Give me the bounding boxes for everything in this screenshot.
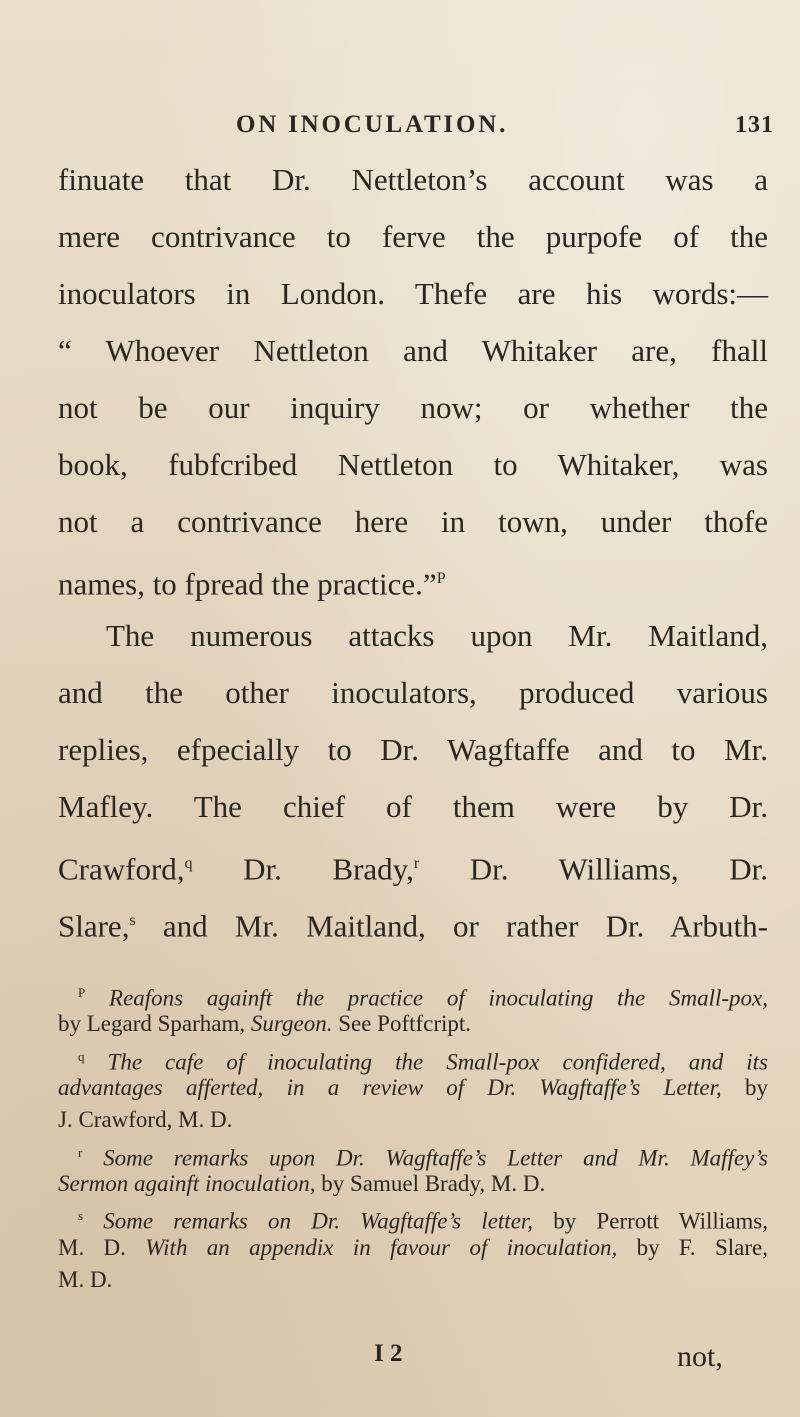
footnote-author: by Samuel Brady, M. D. [321,1171,546,1196]
footnote-p [78,979,768,1012]
footnote-reference: s [129,912,136,929]
footnote-p-cont [58,1010,768,1037]
footnote-q-cont [58,1074,768,1101]
footnote-author: by [745,1075,768,1100]
footnote-mark: s [78,1208,84,1223]
catchword: not, [677,1340,723,1373]
text-line: replies, efpecially to Dr. Wagftaffe and to Mr. [58,732,768,767]
text-line: not a contrivance here in town, under thofe [58,504,768,539]
footnote-title-cont: advantages afferted, in a review of Dr. Wagftaffe’s Letter, [58,1075,722,1100]
footnote-title: Some remarks upon Dr. Wagftaffe’s Letter and Mr. Maffey’s [103,1145,769,1171]
text-segment: Slare, [58,908,130,944]
printer-signature: I 2 [374,1340,403,1367]
footnote-reference: q [184,855,193,872]
footnote-q [78,1043,768,1076]
text-line: not be our inquiry now; or whether the [58,390,768,425]
footnote-mark: r [78,1145,83,1160]
footnote-title-cont: With an appendix in favour of inoculation, [145,1235,618,1260]
footnote-s-degree: M. D. [58,1267,113,1292]
footnote-mark: P [78,985,86,1000]
paragraph-start: The numerous attacks upon Mr. Maitland, [106,618,768,653]
text-segment: Dr. Brady, [192,851,414,887]
footnote-title: Some remarks on Dr. Wagftaffe’s letter, [103,1208,534,1234]
footnote-reference: r [413,855,420,872]
footnote-reference: P [436,570,446,587]
text-segment: Crawford, [58,851,185,887]
running-title: ON INOCULATION. [236,111,509,138]
footnote-degree: M. D. [58,1235,126,1260]
footnote-title-cont: Sermon againft inoculation, [58,1171,316,1196]
text-segment: Dr. Williams, Dr. [419,851,768,887]
footnote-author: by F. Slare, [636,1235,769,1260]
footnote-mark: q [78,1049,85,1064]
text-segment: names, to fpread the practice.” [58,566,437,602]
text-line: finuate that Dr. Nettleton’s account was a [58,162,768,197]
text-segment: and Mr. Maitland, or rather Dr. Arbuth- [135,908,768,944]
text-line: book, fubfcribed Nettleton to Whitaker, was [58,447,768,482]
footnote-author: by Legard Sparham, [58,1011,246,1036]
footnote-occupation: Surgeon. [250,1011,333,1036]
text-line: mere contrivance to ferve the purpofe of the [58,219,768,254]
footnote-author: by Perrott Williams, [553,1208,768,1234]
footnote-title: Reafons againft the practice of inoculating the Small-pox, [109,985,769,1011]
text-line: Mafley. The chief of them were by Dr. [58,789,768,824]
footnote-s [78,1202,768,1235]
text-line: inoculators in London. Thefe are his words:— [58,276,768,311]
text-line: “ Whoever Nettleton and Whitaker are, fhall [58,333,768,368]
footnote-title: The cafe of inoculating the Small-pox confidered, and its [107,1049,769,1075]
text-line: and the other inoculators, produced various [58,675,768,710]
page-number: 131 [735,112,774,138]
footnote-r-cont [58,1170,768,1197]
footnote-q-author: J. Crawford, M. D. [58,1107,233,1132]
footnote-reference-text: See Poftfcript. [338,1011,472,1036]
footnote-s-cont [58,1234,768,1261]
footnote-r [78,1139,768,1172]
